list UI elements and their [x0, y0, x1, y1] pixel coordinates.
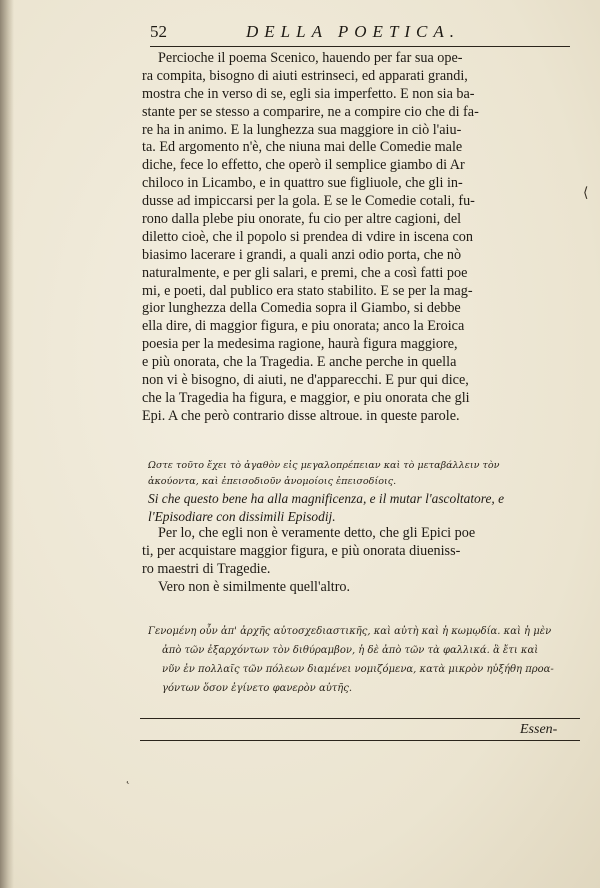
catchword: Essen- — [520, 722, 558, 737]
text-line: Epi. A che però contrario disse altroue. in queste parole. — [142, 407, 460, 424]
text-line: diletto cioè, che il popolo si prendea di vdire in iscena con — [142, 228, 473, 245]
greek-block-line: Γενομένη οὖν ἀπ' ἀρχῆς αὐτοσχεδιαστικῆς, καὶ αὐτὴ καὶ ἡ κωμῳδία. καὶ ἡ μὲν — [148, 626, 552, 637]
text-line: ra compita, bisogno di aiuti estrinseci, ed apparati grandi, — [142, 67, 468, 84]
greek-quote-line: Ωστε τοῦτο ἔχει τὸ ἀγαθὸν εἰς μεγαλοπρέπειαν καὶ τὸ μεταβάλλειν τὸν — [148, 460, 500, 471]
closing-line: Vero non è similmente quell'altro. — [158, 578, 351, 595]
text-line: Percioche il poema Scenico, hauendo per far sua ope- — [158, 50, 463, 66]
text-line: che la Tragedia ha figura, e maggior, e piu onorata che gli — [142, 389, 470, 406]
page-header — [150, 22, 570, 47]
quotation-block — [142, 458, 584, 597]
text-line: chiloco in Licambo, e in quattro sue figliuole, che gli in- — [142, 175, 463, 192]
text-line: diche, fece lo effetto, che operò il semplice giambo di Ar — [142, 157, 465, 174]
greek-block — [148, 622, 584, 698]
text-line: dusse ad impiccarsi per la gola. E se le Comedie cotali, fu- — [142, 193, 475, 210]
text-line: rono dalla plebe piu onorate, fu cio per altre cagioni, del — [142, 211, 462, 228]
greek-block-line: νῦν ἐν πολλαῖς τῶν πόλεων διαμένει νομιζόμενα, κατὰ μικρὸν ηὐξήθη προα- — [162, 664, 554, 675]
running-head: DELLA POETICA. — [246, 22, 461, 41]
text-line: Per lo, che egli non è veramente detto, che gli Epici poe — [158, 525, 476, 541]
bottom-rule-lower — [140, 740, 580, 741]
main-text — [142, 50, 580, 426]
page-spine-shadow — [0, 0, 14, 888]
text-line: ro maestri di Tragedie. — [142, 560, 271, 577]
text-line: ta. Ed argomento n'è, che niuna mai delle Comedie male — [142, 139, 463, 156]
text-line: re ha in animo. E la lunghezza sua maggiore in ciò l'aiu- — [142, 121, 462, 138]
italic-translation-line: l'Episodiare con dissimili Episodij. — [148, 508, 336, 524]
bottom-rule — [140, 718, 580, 719]
text-line: gior lunghezza della Comedia sopra il Giambo, si debbe — [142, 300, 461, 317]
text-line: ti, per acquistare maggior figura, e più onorata diueniss- — [142, 542, 461, 559]
margin-bracket-mark: ⟨ — [583, 186, 589, 201]
text-line: naturalmente, e per gli salari, e premi, che a così fatti poe — [142, 264, 468, 281]
margin-mark: ˛ — [126, 770, 130, 784]
greek-block-line: ἀπὸ τῶν ἐξαρχόντων τὸν διθύραμβον, ἡ δὲ ἀπὸ τῶν τὰ φαλλικά. ἃ ἔτι καὶ — [162, 645, 539, 656]
text-line: poesia per la medesima ragione, haurà figura maggiore, — [142, 336, 458, 353]
text-line: stante per se stesso a comparire, ne a compire cio che di fa- — [142, 103, 479, 120]
text-line: mostra che in verso di se, egli sia imperfetto. E non sia ba- — [142, 85, 475, 102]
greek-block-line: γόντων ὅσον ἐγίνετο φανερὸν αὐτῆς. — [162, 683, 353, 694]
text-line: mi, e poeti, dal publico era stato stabilito. E se per la mag- — [142, 282, 473, 299]
page-number: 52 — [150, 22, 167, 41]
greek-quote-line: ἀκούοντα, καὶ ἐπεισοδιοῦν ἀνομοίοις ἐπεισοδίοις. — [148, 476, 397, 487]
italic-translation-line: Si che questo bene ha alla magnificenza, e il mutar l'ascoltatore, e — [148, 491, 505, 506]
text-line: non vi è bisogno, di aiuti, ne d'apparecchi. E pur qui dice, — [142, 372, 469, 389]
text-line: e più onorata, che la Tragedia. E anche perche in quella — [142, 354, 457, 371]
text-line: biasimo lacerare i grandi, a quali anzi odio porta, che nò — [142, 246, 462, 263]
text-line: ella dire, di maggior figura, e piu onorata; anco la Eroica — [142, 318, 465, 335]
